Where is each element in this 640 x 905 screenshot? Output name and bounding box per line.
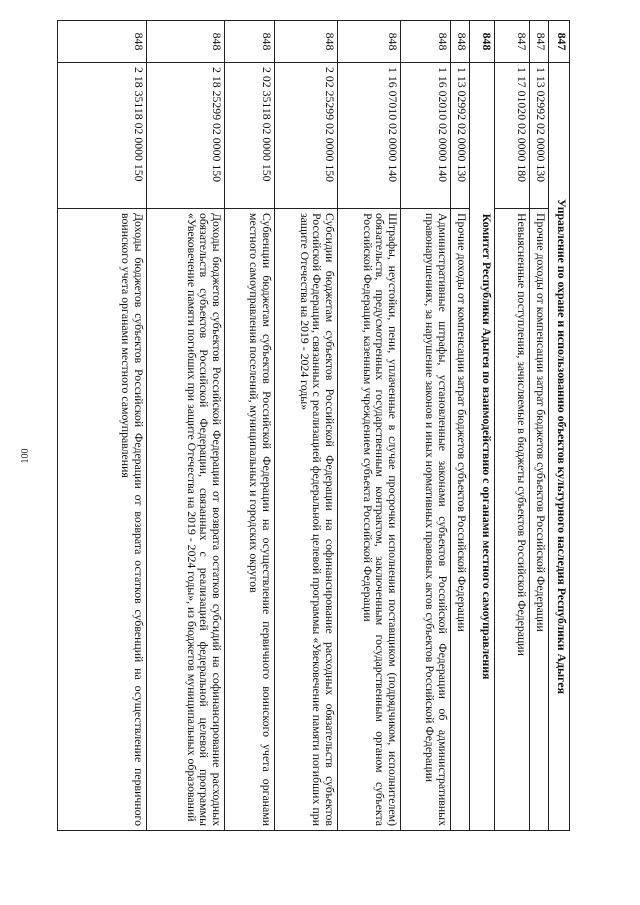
section-header-row (470, 21, 495, 831)
admin-code-cell: 847 (495, 21, 530, 63)
admin-code-cell: 848 (225, 21, 275, 63)
description-cell: Субсидии бюджетам субъектов Российской Федерации на софинансирование расходных обязательств субъектов Российской Федерации, связанных с реализацией федеральной целевой программы «Увековечение памяти погибших при защите Отечества на 2019 - 2024 годы» (275, 209, 338, 831)
description-cell: Штрафы, неустойки, пени, уплаченные в случае просрочки исполнения поставщиком (подрядчиком, исполнителем) обязательств, предусмотренных государственным контрактом, заключенным государственным органом субъекта Российской Федерации, казенным учреждением субъекта Российской Федерации (338, 209, 401, 831)
section-header-row (549, 21, 570, 831)
admin-code-cell: 848 (58, 21, 147, 63)
table-row (338, 21, 401, 831)
revenue-codes-table (57, 20, 570, 831)
revenue-code-cell: 2 18 35118 02 0000 150 (58, 63, 147, 209)
table-row (147, 21, 225, 831)
table-row (225, 21, 275, 831)
revenue-code-cell: 1 16 07010 02 0000 140 (338, 63, 401, 209)
description-cell: Административные штрафы, установленные законами субъектов Российской Федерации об административных правонарушениях, за нарушение законов и иных нормативных правовых актов субъектов Российской Федерации (401, 209, 451, 831)
admin-code-cell: 847 (530, 21, 549, 63)
description-cell: Прочие доходы от компенсации затрат бюджетов субъектов Российской Федерации (530, 209, 549, 831)
admin-code-cell: 848 (147, 21, 225, 63)
description-cell: Невыясненные поступления, зачисляемые в бюджеты субъектов Российской Федерации (495, 209, 530, 831)
description-cell: Доходы бюджетов субъектов Российской Федерации от возврата остатков субвенций на осуществление первичного воинского учета органами местного самоуправления (58, 209, 147, 831)
description-cell: Прочие доходы от компенсации затрат бюджетов субъектов Российской Федерации (451, 209, 470, 831)
table-row (495, 21, 530, 831)
table-row (275, 21, 338, 831)
admin-code-cell: 848 (338, 21, 401, 63)
admin-code-cell: 847 (549, 21, 570, 63)
admin-code-cell: 848 (451, 21, 470, 63)
page-number: 100 (20, 448, 31, 464)
admin-code-cell: 848 (470, 21, 495, 63)
admin-code-cell: 848 (275, 21, 338, 63)
revenue-code-cell: 1 17 01020 02 0000 180 (495, 63, 530, 209)
admin-code-cell: 848 (401, 21, 451, 63)
description-cell: Субвенции бюджетам субъектов Российской Федерации на осуществление первичного воинского учета органами местного самоуправления поселений, муниципальных и городских округов (225, 209, 275, 831)
section-title-cell: Управление по охране и использованию объектов культурного наследия Республики Адыгея (549, 63, 570, 831)
revenue-code-cell: 1 16 02010 02 0000 140 (401, 63, 451, 209)
revenue-code-cell: 1 13 02992 02 0000 130 (451, 63, 470, 209)
table-row (58, 21, 147, 831)
revenue-code-cell: 2 02 35118 02 0000 150 (225, 63, 275, 209)
revenue-code-cell: 2 18 25299 02 0000 150 (147, 63, 225, 209)
description-cell: Доходы бюджетов субъектов Российской Федерации от возврата остатков субсидий на софинансирование расходных обязательств субъектов Российской Федерации, связанных с реализацией федеральной целевой программы «Увековечение памяти погибших при защите Отечества на 2019 - 2024 годы», из бюджетов муниципальных образований (147, 209, 225, 831)
table-row (451, 21, 470, 831)
revenue-code-cell: 1 13 02992 02 0000 130 (530, 63, 549, 209)
revenue-code-cell: 2 02 25299 02 0000 150 (275, 63, 338, 209)
table-row (401, 21, 451, 831)
table-row (530, 21, 549, 831)
section-title-cell: Комитет Республики Адыгея по взаимодействию с органами местного самоуправления (470, 63, 495, 831)
rotated-page (58, 20, 570, 830)
